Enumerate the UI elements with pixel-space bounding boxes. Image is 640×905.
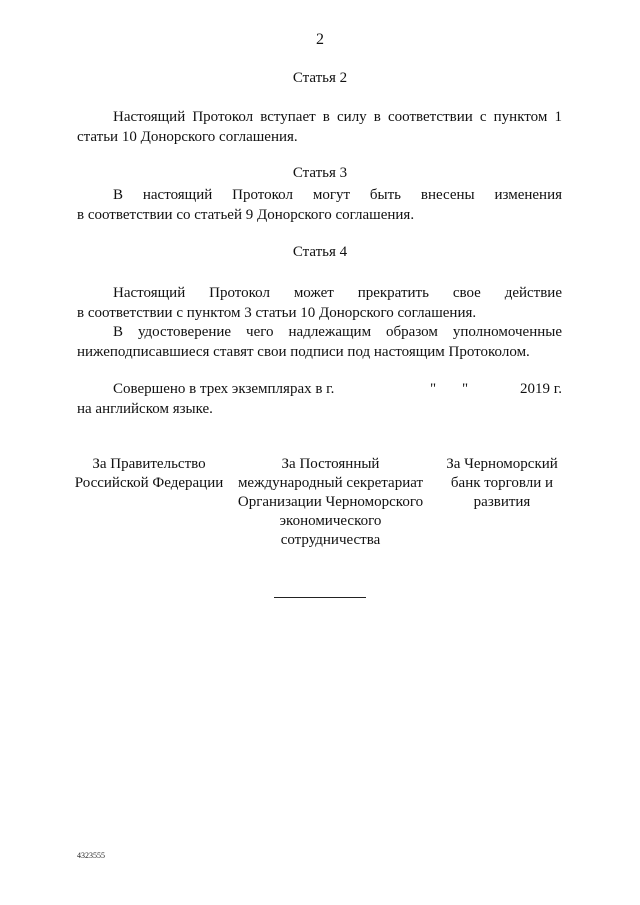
article-4-p2-line-2: нижеподписавшиеся ставят свои подписи под настоящим Протоколом. <box>77 344 530 360</box>
signatory-line: За Правительство <box>92 456 206 472</box>
article-4-p1-line-2: в соответствии с пунктом 3 статьи 10 Донорского соглашения. <box>77 305 477 321</box>
closing-rule <box>274 597 366 598</box>
article-3-heading: Статья 3 <box>292 165 348 181</box>
article-2-line-1: Настоящий Протокол вступает в силу в соответствии с пунктом 1 <box>113 109 562 125</box>
article-4-paragraph-1 <box>77 283 562 323</box>
date-quote-open: " <box>430 381 437 397</box>
document-code: 4323555 <box>77 851 105 860</box>
article-4-paragraph-2 <box>77 322 562 362</box>
article-2-heading: Статья 2 <box>292 70 348 86</box>
signatory-line: международный секретариат <box>237 475 424 491</box>
signatory-line: развития <box>473 494 531 510</box>
signatory-line: За Постоянный <box>281 456 380 472</box>
language-line: на английском языке. <box>77 401 213 417</box>
article-4-p2-line-1: В удостоверение чего надлежащим образом уполномоченные <box>113 324 562 340</box>
done-at-text: Совершено в трех экземплярах в г. <box>113 381 335 397</box>
signatory-line: банк торговли и <box>450 475 554 491</box>
article-2-paragraph <box>77 107 562 147</box>
article-4-p1-line-1: Настоящий Протокол может прекратить свое действие <box>113 285 562 301</box>
signatory-bsec-secretariat <box>228 455 433 550</box>
article-3-line-2: в соответствии со статьей 9 Донорского соглашения. <box>77 207 415 223</box>
page-number: 2 <box>316 31 324 48</box>
article-3-paragraph <box>77 185 562 225</box>
article-2-line-2: статьи 10 Донорского соглашения. <box>77 129 298 145</box>
article-4-heading: Статья 4 <box>292 244 348 260</box>
article-3-line-1: В настоящий Протокол могут быть внесены изменения <box>113 187 562 203</box>
signatory-line: экономического <box>279 513 382 529</box>
signatory-line: Российской Федерации <box>74 475 224 491</box>
signatory-line: сотрудничества <box>280 532 381 548</box>
year-text: 2019 г. <box>520 381 562 397</box>
date-quote-close: " <box>462 381 469 397</box>
signatory-line: Организации Черноморского <box>237 494 424 510</box>
signatory-line: За Черноморский <box>446 456 558 472</box>
signatory-bstdb <box>433 455 571 512</box>
signatory-russian-government <box>70 455 228 493</box>
